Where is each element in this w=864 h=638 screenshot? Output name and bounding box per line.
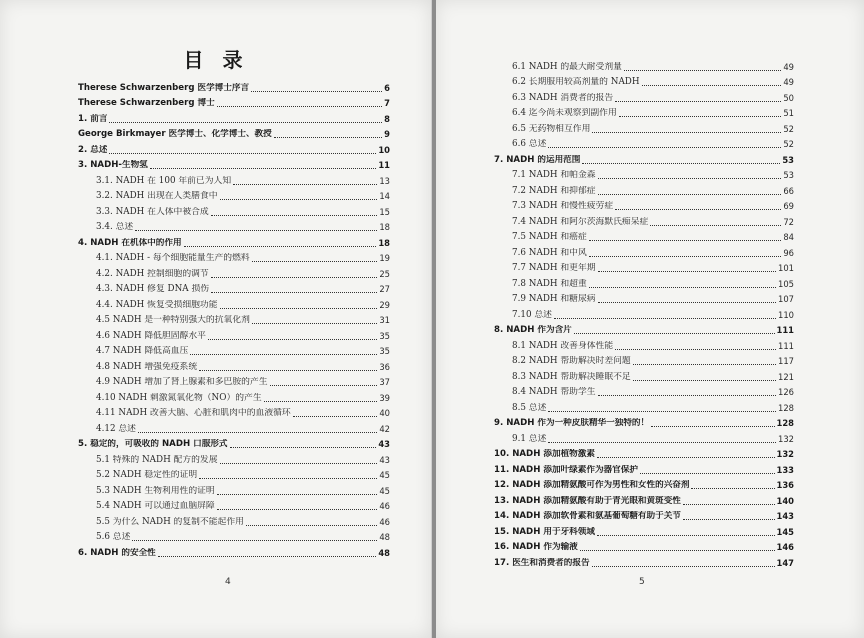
- toc-entry-page: 6: [384, 82, 390, 93]
- toc-entry-page: 7: [384, 98, 390, 108]
- toc-entry: [494, 181, 794, 197]
- toc-entry-label: 5.1 特殊的 NADH 配方的发展: [96, 454, 218, 465]
- toc-entry: [78, 311, 390, 327]
- toc-entry: [494, 57, 794, 73]
- toc-entry: [494, 352, 794, 368]
- toc-entry-page: 39: [379, 392, 390, 403]
- toc-entry-page: 11: [378, 160, 390, 170]
- toc-entry: [78, 419, 390, 435]
- toc-entry-label: 3.1. NADH 在 100 年前已为人知: [96, 175, 232, 186]
- toc-entry-page: 146: [776, 542, 794, 552]
- toc-entry: [494, 321, 794, 337]
- toc-entry: [494, 290, 794, 306]
- dot-leader: [211, 292, 377, 293]
- dot-leader: [184, 246, 377, 247]
- toc-entry: [494, 119, 794, 135]
- toc-entry: [78, 249, 390, 265]
- toc-entry-label: 6.4 迄今尚未观察到副作用: [512, 108, 617, 118]
- dot-leader: [592, 566, 775, 567]
- toc-entry-page: 143: [776, 511, 794, 521]
- dot-leader: [598, 271, 776, 272]
- toc-entry-label: 12. NADH 添加精氨酸可作为男性和女性的兴奋剂: [494, 480, 690, 490]
- dot-leader: [615, 101, 781, 102]
- toc-entry: [78, 140, 390, 156]
- dot-leader: [615, 349, 776, 350]
- dot-leader: [233, 184, 377, 185]
- toc-entry-label: 5.6 总述: [96, 532, 131, 542]
- toc-entry-label: 4.7 NADH 降低高血压: [96, 346, 189, 356]
- toc-entry: [494, 305, 794, 321]
- dot-leader: [548, 147, 781, 148]
- toc-entry: [78, 357, 390, 373]
- toc-entry-label: 7.4 NADH 和阿尔茨海默氏痴呆症: [512, 216, 649, 227]
- toc-entry: [78, 280, 390, 296]
- toc-entry: [494, 166, 794, 182]
- toc-entry-label: 17. 医生和消费者的报告: [494, 557, 590, 568]
- toc-entry: [78, 94, 390, 110]
- dot-leader: [190, 354, 377, 355]
- toc-entry-page: 66: [783, 185, 794, 196]
- toc-entry-label: 7.10 总述: [512, 309, 552, 320]
- toc-entry-label: 7.7 NADH 和更年期: [512, 263, 596, 273]
- toc-entry-label: 8.3 NADH 帮助解决睡眠不足: [512, 371, 631, 382]
- toc-entry-page: 53: [783, 170, 794, 180]
- toc-entry-page: 35: [379, 330, 390, 341]
- toc-entry-label: 3. NADH-生物氢: [78, 160, 148, 170]
- toc-entry: [494, 336, 794, 352]
- toc-entry: [494, 243, 794, 259]
- toc-entry-page: 43: [378, 439, 390, 449]
- toc-entry-label: 6.5 无药物相互作用: [512, 123, 591, 134]
- toc-entry: [494, 259, 794, 275]
- toc-entry-page: 128: [776, 418, 794, 428]
- toc-entry-page: 117: [778, 356, 794, 366]
- dot-leader: [220, 308, 378, 309]
- dot-leader: [135, 230, 377, 231]
- toc-entry-label: 5.5 为什么 NADH 的复制不能起作用: [96, 516, 244, 527]
- toc-entry-label: 4.4. NADH 恢复受损细胞功能: [96, 299, 218, 310]
- toc-entry-page: 40: [379, 408, 390, 418]
- toc-entry-label: 7. NADH 的运用范围: [494, 154, 581, 165]
- toc-entry-page: 36: [379, 361, 390, 372]
- toc-entry-label: 4.6 NADH 降低胆固醇水平: [96, 330, 206, 341]
- dot-leader: [217, 509, 378, 510]
- toc-entry-label: 6. NADH 的安全性: [78, 547, 156, 558]
- dot-leader: [199, 370, 377, 371]
- toc-entry-page: 111: [776, 325, 794, 335]
- toc-entry-label: 4. NADH 在机体中的作用: [78, 237, 182, 248]
- toc-entry-label: 6.1 NADH 的最大耐受剂量: [512, 61, 622, 72]
- toc-entry-label: 4.11 NADH 改善大脑、心脏和肌肉中的血液循环: [96, 408, 291, 418]
- dot-leader: [246, 525, 377, 526]
- dot-leader: [270, 385, 378, 386]
- toc-entry: [78, 543, 390, 559]
- toc-entry: [78, 109, 390, 125]
- toc-entry: [494, 197, 794, 213]
- toc-entry-label: 11. NADH 添加叶绿素作为器官保护: [494, 464, 638, 475]
- toc-entry-label: 4.1. NADH - 每个细胞能量生产的燃料: [96, 253, 250, 263]
- toc-entry: [78, 326, 390, 342]
- dot-leader: [683, 504, 775, 505]
- toc-entry: [494, 476, 794, 492]
- toc-entry-label: 3.2. NADH 出现在人类膳食中: [96, 191, 218, 201]
- dot-leader: [589, 256, 782, 257]
- toc-entry-page: 29: [379, 299, 390, 310]
- toc-entry-page: 51: [783, 108, 794, 118]
- toc-entry-label: 8.5 总述: [512, 402, 547, 413]
- toc-entry: [78, 450, 390, 466]
- toc-entry-label: 6.2 长期服用较高剂量的 NADH: [512, 77, 640, 87]
- toc-entry-page: 10: [378, 144, 390, 155]
- toc-entry-label: 9. NADH 作为一种皮肤精华一独特的！: [494, 418, 650, 428]
- toc-entry-label: 5.3 NADH 生物利用性的证明: [96, 485, 215, 496]
- toc-entry-page: 84: [783, 232, 794, 242]
- toc-entry-page: 72: [783, 216, 794, 227]
- toc-entry: [494, 507, 794, 523]
- dot-leader: [683, 519, 775, 520]
- toc-entry-label: 4.10 NADH 刺激氮氧化物（NO）的产生: [96, 392, 262, 403]
- toc-entry-label: 4.12 总述: [96, 423, 136, 434]
- toc-entry: [78, 171, 390, 187]
- dot-leader: [109, 122, 382, 123]
- dot-leader: [651, 426, 774, 427]
- toc-entry: [494, 553, 794, 569]
- dot-leader: [252, 323, 377, 324]
- toc-entry-page: 110: [778, 309, 794, 320]
- toc-entry-page: 140: [776, 495, 794, 506]
- toc-entry-page: 37: [379, 377, 390, 387]
- toc-entry-label: 3.4. 总述: [96, 222, 134, 232]
- toc-entry: [78, 233, 390, 249]
- toc-entry-label: 10. NADH 添加植物激素: [494, 449, 595, 459]
- toc-entry-page: 45: [379, 485, 390, 496]
- toc-entry: [494, 135, 794, 151]
- toc-entry-label: 6.6 总述: [512, 139, 547, 149]
- toc-entry-label: 14. NADH 添加软骨素和氨基葡萄糖有助于关节: [494, 511, 681, 521]
- toc-entry: [494, 398, 794, 414]
- dot-leader: [554, 318, 776, 319]
- toc-entry: [78, 435, 390, 451]
- toc-entry-page: 43: [379, 454, 390, 465]
- toc-entry-label: 7.6 NADH 和中风: [512, 247, 587, 258]
- toc-entry-page: 107: [778, 294, 794, 304]
- dot-leader: [633, 364, 776, 365]
- toc-entry: [494, 383, 794, 399]
- toc-entry-label: 13. NADH 添加精氨酸有助于青光眼和黄斑变性: [494, 495, 681, 506]
- toc-entry-page: 121: [778, 371, 794, 382]
- toc-entry: [494, 445, 794, 461]
- toc-entry-label: 1. 前言: [78, 113, 108, 124]
- toc-entry: [494, 88, 794, 104]
- dot-leader: [633, 380, 776, 381]
- toc-entry: [494, 522, 794, 538]
- toc-entry-page: 132: [778, 433, 794, 444]
- toc-entry: [78, 125, 390, 141]
- toc-list-left: [78, 78, 390, 559]
- dot-leader: [597, 535, 775, 536]
- dot-leader: [293, 416, 378, 417]
- dot-leader: [252, 261, 378, 262]
- toc-entry-page: 42: [379, 423, 390, 434]
- toc-entry: [78, 202, 390, 218]
- toc-entry-label: 4.2. NADH 控制细胞的调节: [96, 268, 209, 279]
- toc-entry-page: 105: [778, 278, 794, 289]
- toc-entry-label: 7.5 NADH 和癌症: [512, 232, 587, 242]
- dot-leader: [574, 333, 775, 334]
- toc-entry-page: 27: [379, 284, 390, 294]
- dot-leader: [598, 302, 776, 303]
- toc-entry-label: 8.4 NADH 帮助学生: [512, 387, 596, 397]
- toc-entry: [78, 156, 390, 172]
- toc-entry-page: 101: [778, 263, 794, 273]
- dot-leader: [589, 287, 776, 288]
- toc-entry-page: 25: [379, 268, 390, 279]
- toc-entry: [78, 497, 390, 513]
- toc-entry-label: 7.2 NADH 和抑郁症: [512, 185, 596, 196]
- toc-entry: [78, 295, 390, 311]
- toc-entry-page: 8: [384, 113, 390, 124]
- toc-entry-label: 7.1 NADH 和帕金森: [512, 170, 596, 180]
- toc-entry-label: 5.2 NADH 稳定性的证明: [96, 470, 198, 480]
- dot-leader: [211, 215, 378, 216]
- toc-entry: [494, 104, 794, 120]
- toc-entry-label: 5.4 NADH 可以通过血脑屏障: [96, 501, 215, 511]
- toc-entry-label: 8. NADH 作为含片: [494, 325, 572, 335]
- toc-entry: [78, 388, 390, 404]
- toc-entry-label: 4.8 NADH 增强免疫系统: [96, 361, 198, 372]
- toc-entry-label: 4.9 NADH 增加了肾上腺素和多巴胺的产生: [96, 377, 268, 387]
- toc-entry-page: 19: [379, 253, 390, 263]
- toc-entry-page: 49: [783, 77, 794, 87]
- toc-entry-page: 126: [778, 387, 794, 397]
- dot-leader: [158, 556, 377, 557]
- toc-entry-label: 8.2 NADH 帮助解决时差问题: [512, 356, 631, 366]
- dot-leader: [582, 163, 780, 164]
- dot-leader: [208, 339, 377, 340]
- dot-leader: [624, 70, 781, 71]
- toc-entry-page: 13: [379, 175, 390, 186]
- toc-entry-label: 6.3 NADH 消费者的报告: [512, 92, 614, 103]
- dot-leader: [640, 473, 775, 474]
- dot-leader: [592, 132, 781, 133]
- toc-entry-page: 53: [782, 154, 794, 165]
- toc-entry-page: 128: [778, 402, 794, 413]
- toc-entry-page: 18: [378, 237, 390, 248]
- toc-entry: [494, 491, 794, 507]
- dot-leader: [199, 478, 377, 479]
- toc-entry-page: 133: [776, 464, 794, 475]
- toc-entry-page: 48: [378, 547, 390, 558]
- toc-entry: [494, 150, 794, 166]
- dot-leader: [691, 488, 774, 489]
- toc-entry-label: 16. NADH 作为输液: [494, 542, 578, 552]
- toc-entry-page: 48: [379, 532, 390, 542]
- toc-entry-label: Therese Schwarzenberg 医学博士序言: [78, 82, 250, 93]
- toc-entry-page: 45: [379, 470, 390, 480]
- toc-entry-page: 69: [783, 201, 794, 211]
- toc-entry: [78, 466, 390, 482]
- dot-leader: [132, 540, 377, 541]
- toc-entry-page: 31: [379, 315, 390, 325]
- toc-entry-page: 15: [379, 206, 390, 217]
- toc-entry-page: 147: [776, 557, 794, 568]
- dot-leader: [150, 168, 377, 169]
- toc-entry: [78, 218, 390, 234]
- toc-entry-page: 50: [783, 92, 794, 103]
- dot-leader: [220, 463, 378, 464]
- toc-entry: [78, 481, 390, 497]
- dot-leader: [598, 178, 782, 179]
- toc-entry-page: 9: [384, 129, 390, 139]
- toc-entry: [494, 73, 794, 89]
- dot-leader: [589, 240, 782, 241]
- toc-entry: [78, 342, 390, 358]
- toc-entry: [78, 264, 390, 280]
- dot-leader: [251, 91, 382, 92]
- dot-leader: [211, 277, 378, 278]
- toc-entry-label: 5. 稳定的，可吸收的 NADH 口服形式: [78, 439, 228, 449]
- toc-entry-label: 9.1 总述: [512, 433, 547, 444]
- toc-entry-page: 136: [776, 480, 794, 490]
- toc-entry-label: 4.5 NADH 是一种特别强大的抗氧化剂: [96, 315, 250, 325]
- toc-entry: [78, 404, 390, 420]
- toc-entry: [494, 367, 794, 383]
- dot-leader: [274, 137, 382, 138]
- toc-entry-page: 52: [783, 139, 794, 149]
- toc-entry: [78, 78, 390, 94]
- toc-entry-page: 96: [783, 247, 794, 258]
- dot-leader: [264, 401, 378, 402]
- dot-leader: [220, 199, 378, 200]
- page-number-right: 5: [639, 577, 645, 587]
- toc-entry-page: 111: [778, 340, 794, 351]
- dot-leader: [615, 209, 781, 210]
- toc-entry-label: George Birkmayer 医学博士、化学博士、教授: [78, 129, 272, 139]
- dot-leader: [619, 116, 782, 117]
- toc-entry-label: Therese Schwarzenberg 博士: [78, 98, 215, 108]
- toc-entry-page: 14: [379, 191, 390, 201]
- toc-entry: [494, 460, 794, 476]
- toc-entry: [494, 228, 794, 244]
- toc-entry-page: 49: [783, 61, 794, 72]
- toc-entry: [494, 538, 794, 554]
- toc-entry-page: 52: [783, 123, 794, 134]
- toc-entry-label: 3.3. NADH 在人体中被合成: [96, 206, 209, 217]
- toc-entry: [494, 212, 794, 228]
- dot-leader: [230, 447, 377, 448]
- toc-title: 目 录: [183, 48, 249, 72]
- toc-entry-page: 35: [379, 346, 390, 356]
- toc-entry: [78, 187, 390, 203]
- dot-leader: [580, 550, 775, 551]
- toc-entry: [78, 528, 390, 544]
- toc-entry-page: 18: [379, 222, 390, 232]
- toc-entry-page: 46: [379, 501, 390, 511]
- dot-leader: [598, 194, 782, 195]
- dot-leader: [109, 153, 376, 154]
- toc-entry-label: 8.1 NADH 改善身体性能: [512, 340, 614, 351]
- toc-list-right: [494, 57, 794, 569]
- toc-entry-label: 7.9 NADH 和糖尿病: [512, 294, 596, 304]
- toc-entry-label: 15. NADH 用于牙科领域: [494, 526, 595, 537]
- toc-entry-label: 4.3. NADH 修复 DNA 损伤: [96, 284, 210, 294]
- page-number-left: 4: [225, 577, 231, 587]
- toc-entry-page: 46: [379, 516, 390, 527]
- toc-entry: [494, 274, 794, 290]
- dot-leader: [650, 225, 781, 226]
- dot-leader: [598, 395, 776, 396]
- dot-leader: [642, 85, 782, 86]
- toc-entry-label: 7.8 NADH 和超重: [512, 278, 587, 289]
- dot-leader: [597, 457, 775, 458]
- dot-leader: [548, 442, 776, 443]
- toc-entry: [494, 429, 794, 445]
- dot-leader: [217, 106, 382, 107]
- toc-entry-label: 7.3 NADH 和慢性疲劳症: [512, 201, 614, 211]
- dot-leader: [217, 494, 378, 495]
- toc-entry-label: 2. 总述: [78, 144, 108, 155]
- dot-leader: [548, 411, 776, 412]
- toc-entry-page: 132: [776, 449, 794, 459]
- toc-entry: [78, 373, 390, 389]
- toc-entry: [494, 414, 794, 430]
- toc-entry-page: 145: [776, 526, 794, 537]
- dot-leader: [138, 432, 377, 433]
- toc-entry: [78, 512, 390, 528]
